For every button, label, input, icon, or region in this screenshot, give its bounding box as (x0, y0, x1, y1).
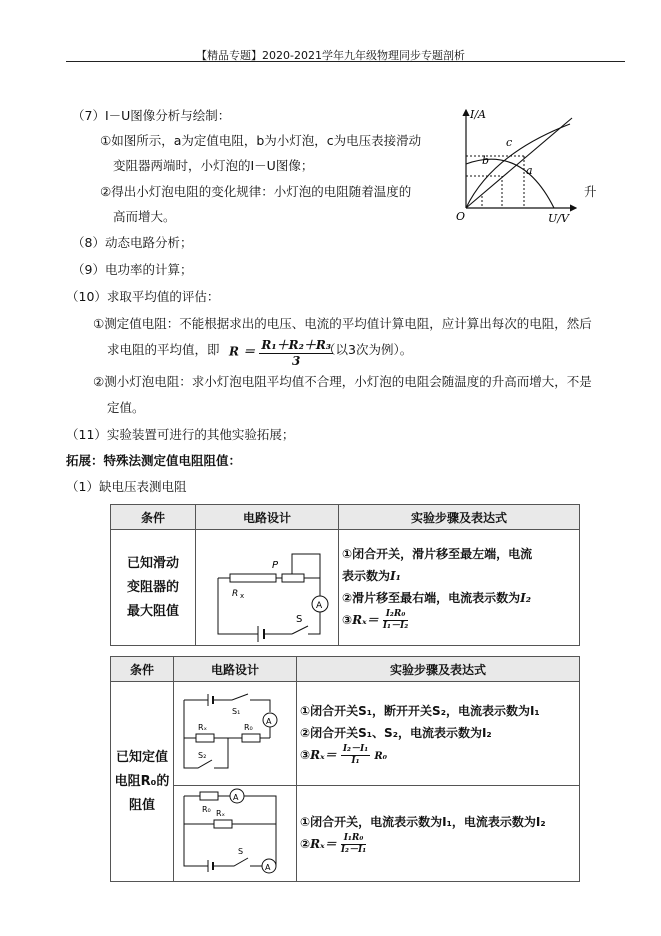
item-11: （11）实验装置可进行的其他实验拓展； (66, 427, 295, 442)
item-9: （9）电功率的计算； (72, 262, 193, 277)
header-steps: 实验步骤及表达式 (297, 657, 580, 682)
header-condition: 条件 (111, 657, 174, 682)
item-7: （7）I－U图像分析与绘制： (72, 108, 231, 123)
rx-label: R (232, 589, 239, 599)
table-sliding-rheostat (110, 504, 580, 646)
curve-a-label: a (526, 164, 533, 177)
page-header: 【精品专题】2020-2021学年九年级物理同步专题剖析 (196, 49, 465, 62)
header-steps: 实验步骤及表达式 (339, 505, 580, 530)
table-row (111, 786, 580, 882)
x-axis-label: U/V (548, 212, 569, 225)
r0-label: R₀ (202, 805, 211, 814)
rx-sub: x (240, 592, 245, 600)
average-formula: R ＝ $\frac{\text{R₁＋R₂＋R₃}}{3}$ (229, 338, 332, 368)
steps-cell: ①闭合开关S₁，断开开关S₂，电流表示数为I₁ ②闭合开关S₁、S₂，电流表示数为I₂ ③Rₓ＝ $\frac{\text{I₂－I₁}}{\text{I₁}}$ R₀ (297, 682, 580, 786)
extension-heading: 拓展：特殊法测定值电阻阻值： (66, 453, 242, 468)
r0-label: R₀ (244, 723, 253, 732)
circuit-diagram-1 (196, 530, 336, 642)
extension-subheading: （1）缺电压表测电阻 (66, 479, 187, 494)
ammeter-label-2: A (265, 863, 271, 872)
s2-label: S₂ (198, 751, 207, 760)
table-row (111, 682, 580, 786)
iu-graph (452, 104, 582, 226)
origin-label: O (456, 210, 466, 223)
circuit-diagram-3 (174, 786, 294, 878)
item-7-point-1: ①如图所示，a为定值电阻，b为小灯泡，c为电压表接滑动 (100, 133, 422, 148)
curve-c-label: c (506, 136, 513, 149)
item-7-point-2-tail: 升 (584, 184, 597, 199)
switch-label: S (238, 847, 244, 856)
header-circuit: 电路设计 (196, 505, 339, 530)
item-10-point-2: ②测小灯泡电阻：求小灯泡电阻平均值不合理，小灯泡的电阻会随温度的升高而增大，不是 (93, 374, 592, 389)
circuit-cell (174, 682, 297, 786)
condition-cell: 已知定值 电阻R₀的 阻值 (111, 682, 174, 882)
y-axis-label: I/A (470, 108, 486, 121)
circuit-diagram-2 (174, 682, 294, 782)
header-condition: 条件 (111, 505, 196, 530)
item-7-point-2-cont: 高而增大。 (113, 209, 176, 224)
circuit-cell (174, 786, 297, 882)
slider-label: P (272, 560, 279, 571)
item-7-point-1-cont: 变阻器两端时，小灯泡的I－U图像； (113, 158, 314, 173)
curve-b-label: b (482, 154, 490, 167)
item-10: （10）求取平均值的评估： (66, 289, 220, 304)
circuit-cell (196, 530, 339, 646)
item-10-point-2-cont: 定值。 (107, 400, 145, 415)
item-7-point-2: ②得出小灯泡电阻的变化规律：小灯泡的电阻随着温度的 (100, 184, 412, 199)
ammeter-label: A (316, 601, 323, 611)
ammeter-label: A (266, 717, 272, 726)
curve-c (466, 159, 554, 208)
formula-lhs: R (229, 344, 239, 359)
table-header-row (111, 505, 580, 530)
formula-denominator: 3 (292, 354, 301, 368)
rx-label: Rₓ (216, 809, 226, 818)
header-divider (66, 61, 625, 62)
condition-cell: 已知滑动 变阻器的 最大阻值 (111, 530, 196, 646)
steps-cell: ①闭合开关，电流表示数为I₁，电流表示数为I₂ ②Rₓ＝ $\frac{\text{I₁R₀}}{\text{I₂－I₁}}$ (297, 786, 580, 882)
formula-numerator: R₁＋R₂＋R₃ (261, 338, 332, 352)
item-10-point-1: ①测定值电阻：不能根据求出的电压、电流的平均值计算电阻，应计算出每次的电阻，然后 (93, 316, 592, 331)
s1-label: S₁ (232, 707, 241, 716)
rx-label: Rₓ (198, 723, 208, 732)
table-row (111, 530, 580, 646)
switch-label: S (296, 614, 303, 625)
ammeter-label: A (233, 793, 239, 802)
item-10-point-1-tail: （以3次为例）。 (323, 342, 413, 357)
steps-cell: ①闭合开关，滑片移至最左端，电流 表示数为I₁ ②滑片移至最右端，电流表示数为I₂ ③Rₓ＝ $\frac{\text{I₂R₀}}{\text{I₁－I₂}}$ (339, 530, 580, 646)
table-known-resistor (110, 656, 580, 882)
table-header-row (111, 657, 580, 682)
header-circuit: 电路设计 (174, 657, 297, 682)
item-8: （8）动态电路分析； (72, 235, 193, 250)
item-10-point-1-cont: 求电阻的平均值，即 (107, 342, 220, 357)
